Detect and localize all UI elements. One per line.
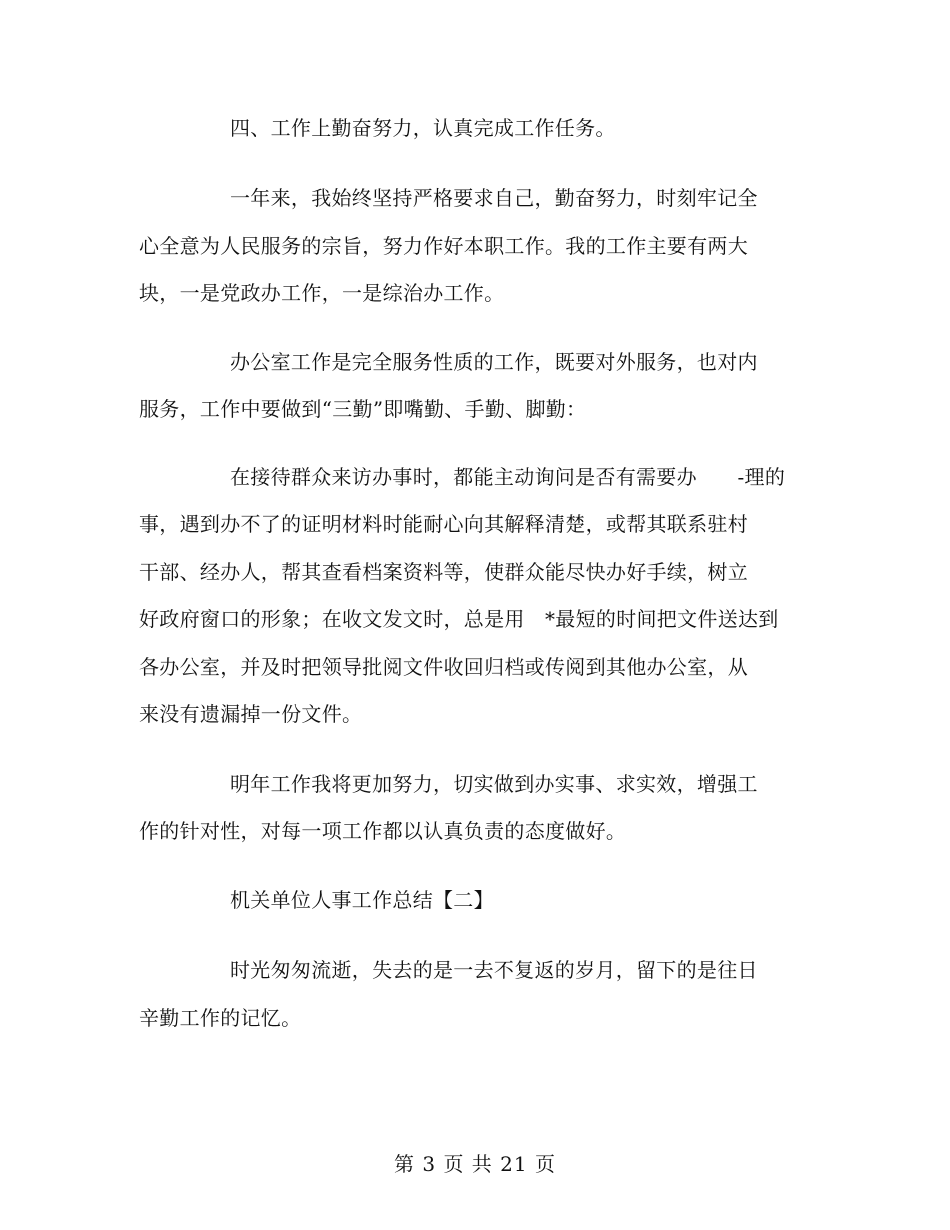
paragraph-line: 一年来，我始终坚持严格要求自己，勤奋努力，时刻牢记全 [230, 186, 758, 210]
paragraph-line: 来没有遗漏掉一份文件。 [139, 702, 363, 726]
section-heading: 机关单位人事工作总结【二】 [230, 888, 494, 912]
paragraph-line: 心全意为人民服务的宗旨，努力作好本职工作。我的工作主要有两大 [139, 234, 748, 258]
page-number-footer: 第 3 页 共 21 页 [394, 1152, 556, 1176]
section-heading: 四、工作上勤奋努力，认真完成工作任务。 [230, 116, 616, 140]
paragraph-line: 各办公室，并及时把领导批阅文件收回归档或传阅到其他办公室，从 [139, 655, 748, 679]
paragraph-line: 明年工作我将更加努力，切实做到办实事、求实效，增强工 [230, 772, 758, 796]
paragraph-line: 时光匆匆流逝，失去的是一去不复返的岁月，留下的是往日 [230, 958, 758, 982]
paragraph-line: 在接待群众来访办事时，都能主动询问是否有需要办 -理的 [230, 465, 786, 489]
paragraph-line: 办公室工作是完全服务性质的工作，既要对外服务，也对内 [230, 350, 758, 374]
paragraph-line: 好政府窗口的形象；在收文发文时，总是用 *最短的时间把文件送达到 [139, 607, 779, 631]
paragraph-line: 块，一是党政办工作，一是综治办工作。 [139, 281, 505, 305]
paragraph-line: 辛勤工作的记忆。 [139, 1006, 302, 1030]
paragraph-line: 事，遇到办不了的证明材料时能耐心向其解释清楚，或帮其联系驻村 [139, 512, 748, 536]
paragraph-line: 干部、经办人，帮其查看档案资料等，使群众能尽快办好手续，树立 [139, 560, 748, 584]
paragraph-line: 作的针对性，对每一项工作都以认真负责的态度做好。 [139, 819, 627, 843]
paragraph-line: 服务，工作中要做到“三勤”即嘴勤、手勤、脚勤： [139, 397, 587, 421]
